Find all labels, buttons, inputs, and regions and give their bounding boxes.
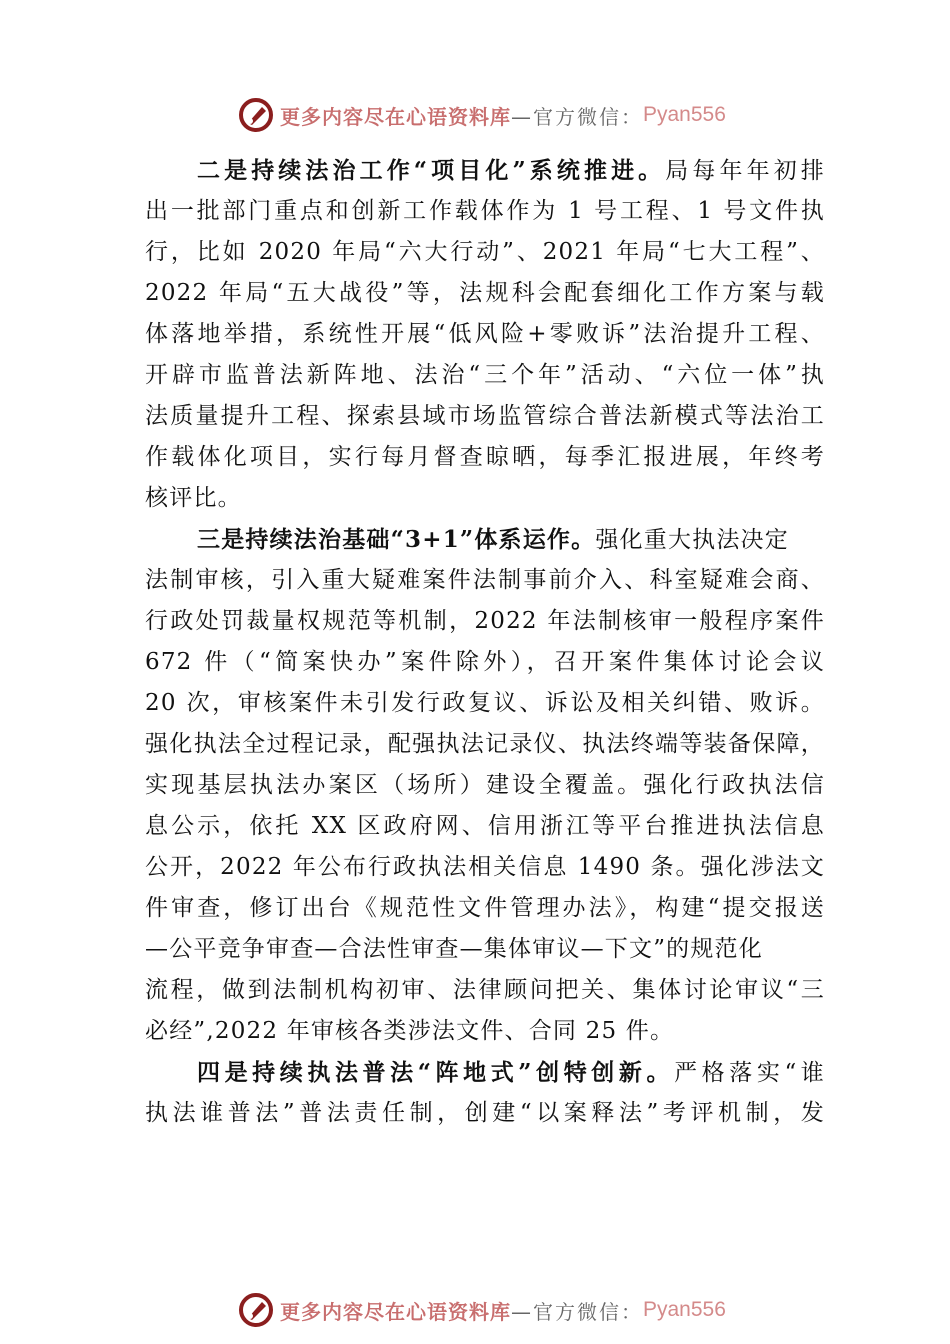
brand-text: 更多内容尽在心语资料库 (280, 1299, 511, 1324)
text-line: 强化执法全过程记录，配强执法记录仪、执法终端等装备保障， (145, 731, 825, 757)
paragraph-2-heading: 二是持续法治工作“项目化”系统推进。局每年年初排 (197, 157, 826, 184)
text-line: 20 次，审核案件未引发行政复议、诉讼及相关纠错、败诉。 (145, 690, 825, 716)
text-line: 行，比如 2020 年局“六大行动”、2021 年局“七大工程”、 (145, 239, 825, 265)
pen-nib-logo-icon (238, 1292, 274, 1328)
wechat-id: Pyan556 (643, 103, 726, 126)
text-line: 法质量提升工程、探索县域市场监管综合普法新模式等法治工 (145, 403, 825, 429)
wechat-label: —官方微信： (511, 1299, 643, 1324)
wechat-label: —官方微信： (511, 104, 643, 129)
text-line: 息公示，依托 XX 区政府网、信用浙江等平台推进执法信息 (145, 813, 825, 839)
text-line: 开辟市监普法新阵地、法治“三个年”活动、“六位一体”执 (145, 362, 825, 388)
text-line: 公开，2022 年公布行政执法相关信息 1490 条。强化涉法文 (145, 854, 825, 880)
header-banner (238, 95, 726, 135)
footer-banner (238, 1290, 726, 1330)
text-line: 必经”,2022 年审核各类涉法文件、合同 25 件。 (145, 1018, 675, 1044)
text-line: 作载体化项目，实行每月督查晾晒，每季汇报进展，年终考 (145, 444, 825, 470)
document-body (145, 150, 825, 1134)
text-line: —公平竞争审查—合法性审查—集体审议—下文”的规范化 (145, 936, 763, 962)
text-line: 件审查，修订出台《规范性文件管理办法》，构建“提交报送 (145, 895, 825, 921)
text-line: 实现基层执法办案区（场所）建设全覆盖。强化行政执法信 (145, 772, 825, 798)
text-line: 执法谁普法”普法责任制，创建“以案释法”考评机制，发 (145, 1100, 825, 1126)
text-line: 体落地举措，系统性开展“低风险+零败诉”法治提升工程、 (145, 321, 825, 347)
text-line: 流程，做到法制机构初审、法律顾问把关、集体讨论审议“三 (145, 977, 825, 1003)
text-line: 672 件（“简案快办”案件除外），召开案件集体讨论会议 (145, 649, 825, 675)
pen-nib-logo-icon (238, 97, 274, 133)
paragraph-3-heading: 三是持续法治基础“3+1”体系运作。强化重大执法决定 (197, 526, 789, 553)
text-line: 核评比。 (145, 485, 242, 511)
brand-text: 更多内容尽在心语资料库 (280, 104, 511, 129)
text-line: 出一批部门重点和创新工作载体作为 1 号工程、1 号文件执 (145, 198, 825, 224)
text-line: 法制审核，引入重大疑难案件法制事前介入、科室疑难会商、 (145, 567, 825, 593)
text-line: 行政处罚裁量权规范等机制，2022 年法制核审一般程序案件 (145, 608, 825, 634)
text-line: 2022 年局“五大战役”等，法规科会配套细化工作方案与载 (145, 280, 825, 306)
wechat-id: Pyan556 (643, 1298, 726, 1321)
paragraph-4-heading: 四是持续执法普法“阵地式”创特创新。严格落实“谁 (197, 1059, 825, 1086)
